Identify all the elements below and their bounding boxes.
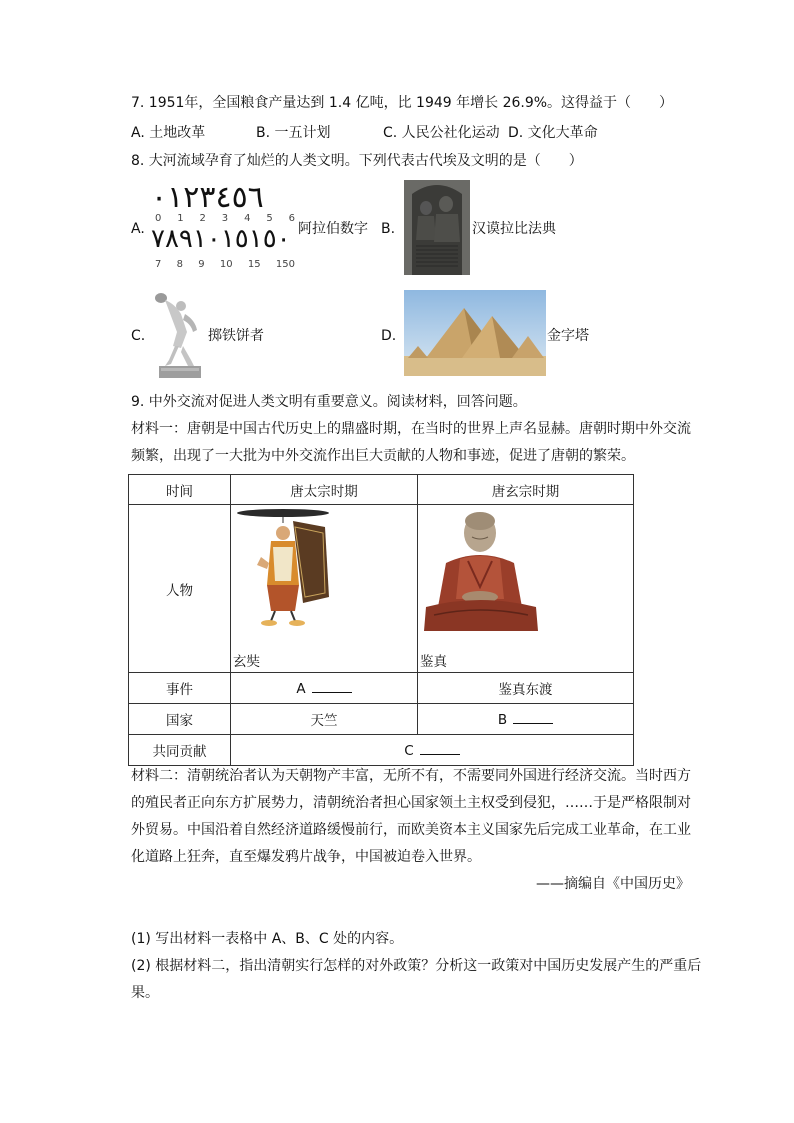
tang-exchange-table [128, 474, 634, 766]
row-label-person: 人物 [129, 505, 231, 673]
sub-question-2-line1: (2) 根据材料二，指出清朝实行怎样的对外政策？分析这一政策对中国历史发展产生的严重后 [131, 958, 702, 974]
header-time: 时间 [129, 475, 231, 505]
sub-question-2-line2: 果。 [131, 985, 159, 1001]
xuanzang-portrait-image [233, 507, 333, 633]
caption-xuanzang: 玄奘 [233, 654, 260, 670]
hammurabi-stele-image [404, 180, 470, 275]
header-taizong: 唐太宗时期 [231, 475, 418, 505]
material2-line3: 外贸易。中国沿着自然经济道路缓慢前行，而欧美资本主义国家先后完成工业革命，在工业 [131, 822, 691, 838]
q8-stem: 8. 大河流域孕育了灿烂的人类文明。下列代表古代埃及文明的是（ ） [131, 153, 583, 169]
q9-stem: 9. 中外交流对促进人类文明有重要意义。阅读材料，回答问题。 [131, 394, 527, 410]
q7-option-c: C. 人民公社化运动 [383, 125, 500, 141]
cell-event-jianzhen: 鉴真东渡 [418, 673, 634, 704]
material1-line2: 频繁，出现了一大批为中外交流作出巨大贡献的人物和事迹，促进了唐朝的繁荣。 [131, 448, 635, 464]
material2-line1: 材料二：清朝统治者认为天朝物产丰富，无所不有，不需要同外国进行经济交流。当时西方 [131, 768, 691, 784]
q8-option-c-text: 掷铁饼者 [208, 328, 264, 344]
blank-a[interactable] [312, 680, 352, 693]
q8-option-a-text: 阿拉伯数字 [298, 221, 368, 237]
q8-option-c-letter: C. [131, 328, 146, 344]
q7-option-b: B. 一五计划 [256, 125, 331, 141]
q7-option-a: A. 土地改革 [131, 125, 206, 141]
q8-option-d-text: 金字塔 [547, 328, 589, 344]
q8-option-b-letter: B. [381, 221, 396, 237]
cell-xuanzang [231, 505, 418, 673]
row-label-contribution: 共同贡献 [129, 735, 231, 766]
sub-question-1: (1) 写出材料一表格中 A、B、C 处的内容。 [131, 931, 404, 947]
blank-c[interactable] [420, 742, 460, 755]
arabic-numerals-image: ٠١٢٣٤٥٦ 0 1 2 3 4 5 6 ٧٨٩١٠١٥١٥٠ 7 8 9 10 15 150 [151, 180, 295, 270]
material2-line2: 的殖民者正向东方扩展势力，清朝统治者担心国家领土主权受到侵犯，……于是严格限制对 [131, 795, 691, 811]
caption-jianzhen: 鉴真 [420, 654, 447, 670]
header-xuanzong: 唐玄宗时期 [418, 475, 634, 505]
jianzhen-statue-image [420, 507, 542, 635]
material1-line1: 材料一：唐朝是中国古代历史上的鼎盛时期，在当时的世界上声名显赫。唐朝时期中外交流 [131, 421, 691, 437]
pyramids-image [404, 290, 546, 376]
row-label-event: 事件 [129, 673, 231, 704]
q8-option-a-letter: A. [131, 221, 145, 237]
material2-line4: 化道路上狂奔，直至爆发鸦片战争，中国被迫卷入世界。 [131, 849, 481, 865]
q7-option-d: D. 文化大革命 [508, 125, 598, 141]
source-citation: ——摘编自《中国历史》 [536, 876, 690, 892]
row-label-country: 国家 [129, 704, 231, 735]
cell-country-b: B [418, 704, 634, 735]
cell-contribution-c: C [231, 735, 634, 766]
blank-b[interactable] [513, 711, 553, 724]
cell-country-tianzhu: 天竺 [231, 704, 418, 735]
q8-option-b-text: 汉谟拉比法典 [472, 221, 556, 237]
cell-event-a: A [231, 673, 418, 704]
q7-stem: 7. 1951年，全国粮食产量达到 1.4 亿吨，比 1949 年增长 26.9%。这得益于（ ） [131, 95, 674, 111]
q8-option-d-letter: D. [381, 328, 397, 344]
cell-jianzhen [418, 505, 634, 673]
discobolus-statue-image [151, 290, 209, 382]
